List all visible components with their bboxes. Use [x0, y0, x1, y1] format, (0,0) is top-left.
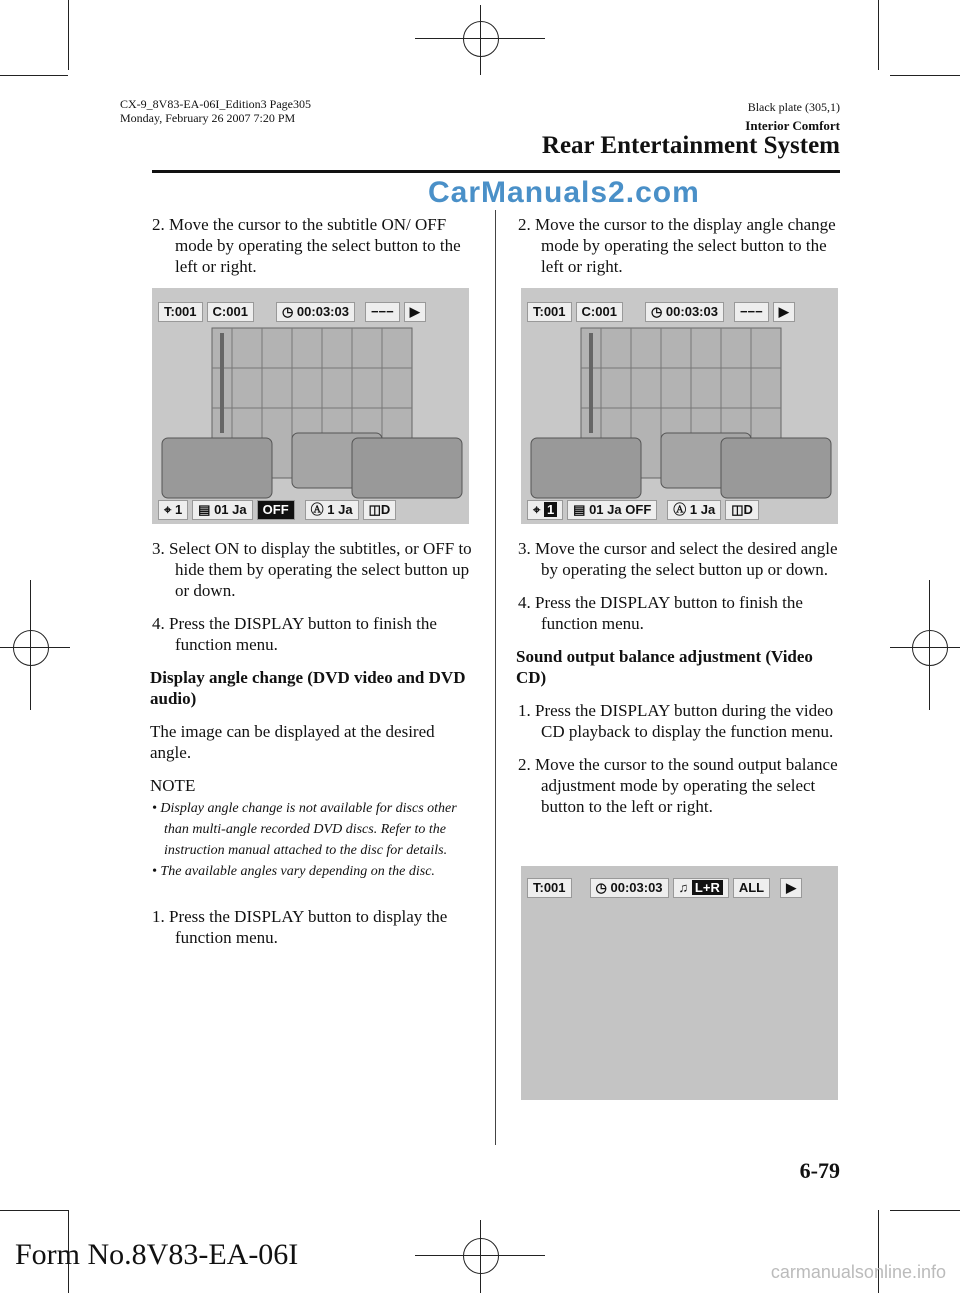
- title-counter: T:001: [527, 878, 572, 898]
- audio-lang: Ja: [338, 502, 353, 517]
- angle-field: ⌖ 1: [527, 500, 563, 520]
- balance-heading: Sound output balance adjustment (Video CD): [516, 647, 813, 687]
- subtitle-value: 01: [214, 502, 229, 517]
- audio-field: Ⓐ 1 Ja: [667, 500, 721, 520]
- title-rule: [152, 170, 840, 173]
- audio-value: 1: [689, 502, 698, 517]
- time-value: 00:03:03: [296, 304, 349, 319]
- crop-mark: [0, 75, 68, 76]
- right-step-2: 2. Move the cursor to the display angle change mode by operating the select button to the left or right.: [518, 215, 836, 276]
- right-step-3: 3. Move the cursor and select the desired angle by operating the select button up or down.: [518, 539, 838, 579]
- angle-heading: Display angle change (DVD video and DVD audio): [150, 668, 466, 708]
- crop-mark: [890, 75, 960, 76]
- right-step-1: 1. Press the DISPLAY button during the video CD playback to display the function menu.: [518, 701, 834, 741]
- right-step-4: 4. Press the DISPLAY button to finish the function menu.: [518, 593, 803, 633]
- section-label: Interior Comfort: [745, 118, 840, 133]
- watermark: CarManuals2.com: [428, 176, 700, 209]
- crop-mark: [68, 0, 69, 70]
- subtitle-field: ▤ 01 Ja OFF: [567, 500, 657, 520]
- crop-mark: [878, 0, 879, 70]
- registration-target-icon: [463, 21, 499, 57]
- crop-mark: [30, 580, 31, 710]
- angle-value-selected: 1: [544, 502, 557, 517]
- crop-mark: [415, 1255, 545, 1256]
- dash-field: −−−: [365, 302, 400, 322]
- file-name: CX-9_8V83-EA-06I_Edition3 Page305: [120, 97, 311, 111]
- note-label: NOTE: [150, 776, 196, 795]
- subtitle-bottom-osd: [158, 500, 396, 520]
- plate-label: Black plate (305,1): [747, 100, 840, 114]
- registration-target-icon: [463, 1238, 499, 1274]
- right-column-bottom: [516, 538, 841, 829]
- street-scene-illustration: [521, 288, 838, 524]
- dolby-icon: ◫D: [363, 500, 397, 520]
- form-number: Form No.8V83-EA-06I: [15, 1238, 299, 1271]
- title-counter: T:001: [527, 302, 572, 322]
- dash-field: −−−: [734, 302, 769, 322]
- subtitle-lang: Ja: [607, 502, 622, 517]
- crop-mark: [415, 38, 545, 39]
- subtitle-value: 01: [589, 502, 604, 517]
- play-icon: ▶: [780, 878, 802, 898]
- crop-mark: [480, 5, 481, 75]
- time-value: 00:03:03: [665, 304, 718, 319]
- subtitle-off-selected: OFF: [257, 500, 295, 520]
- balance-top-osd: [527, 878, 802, 898]
- file-date: Monday, February 26 2007 7:20 PM: [120, 111, 296, 125]
- chapter-counter: C:001: [576, 302, 623, 322]
- channel-lr-selected: L+R: [692, 880, 723, 895]
- angle-screen: [521, 288, 838, 524]
- channel-all: ALL: [733, 878, 770, 898]
- dolby-icon: ◫D: [725, 500, 759, 520]
- subtitle-off: OFF: [625, 502, 652, 517]
- registration-target-icon: [912, 630, 948, 666]
- subtitle-field: ▤ 01 Ja: [192, 500, 252, 520]
- audio-value: 1: [327, 502, 335, 517]
- time-value: 00:03:03: [610, 880, 663, 895]
- crop-mark: [890, 1210, 960, 1211]
- audio-channel-field: ♫ L+R: [673, 878, 729, 898]
- angle-description: The image can be displayed at the desired angle.: [150, 722, 435, 762]
- file-info: [120, 97, 311, 125]
- right-column-top: [516, 214, 841, 289]
- crop-mark: [480, 1220, 481, 1293]
- right-step-2b: 2. Move the cursor to the sound output balance adjustment mode by operating the select button to the left or right.: [518, 755, 838, 816]
- elapsed-time: ◷ 00:03:03: [645, 302, 724, 322]
- subtitle-screen: [152, 288, 469, 524]
- angle-value: 1: [174, 502, 183, 517]
- left-column-top: [150, 214, 475, 289]
- audio-lang: Ja: [700, 502, 716, 517]
- subtitle-top-osd: [158, 302, 426, 322]
- angle-top-osd: [527, 302, 795, 322]
- page-number: 6-79: [799, 1158, 840, 1183]
- elapsed-time: ◷ 00:03:03: [590, 878, 669, 898]
- registration-target-icon: [13, 630, 49, 666]
- play-icon: ▶: [404, 302, 426, 322]
- street-scene-illustration: [152, 288, 469, 524]
- column-divider: [495, 210, 496, 1145]
- balance-screen: [521, 866, 838, 1100]
- note-item: • Display angle change is not available for discs other than multi-angle recorded DVD discs. Refer to the instruction manual attached to the disc for details.: [152, 801, 457, 858]
- site-watermark: carmanualsonline.info: [770, 1262, 946, 1282]
- page-title: Rear Entertainment System: [541, 132, 840, 159]
- title-counter: T:001: [158, 302, 203, 322]
- crop-mark: [0, 1210, 68, 1211]
- angle-bottom-osd: [527, 500, 759, 520]
- audio-field: Ⓐ 1 Ja: [305, 500, 359, 520]
- left-step-3: 3. Select ON to display the subtitles, or OFF to hide them by operating the select button up or down.: [152, 539, 472, 600]
- left-step-2: 2. Move the cursor to the subtitle ON/ OFF mode by operating the select button to the left or right.: [152, 215, 461, 276]
- chapter-counter: C:001: [207, 302, 254, 322]
- left-column-bottom: [150, 538, 475, 960]
- crop-mark: [929, 580, 930, 710]
- subtitle-lang: Ja: [232, 502, 247, 517]
- left-step-4: 4. Press the DISPLAY button to finish the function menu.: [152, 614, 437, 654]
- elapsed-time: ◷ 00:03:03: [276, 302, 355, 322]
- play-icon: ▶: [773, 302, 795, 322]
- left-step-1: 1. Press the DISPLAY button to display the function menu.: [152, 907, 448, 947]
- note-item: • The available angles vary depending on the disc.: [152, 864, 435, 879]
- crop-mark: [0, 647, 70, 648]
- angle-field: ⌖ 1: [158, 500, 188, 520]
- crop-mark: [890, 647, 960, 648]
